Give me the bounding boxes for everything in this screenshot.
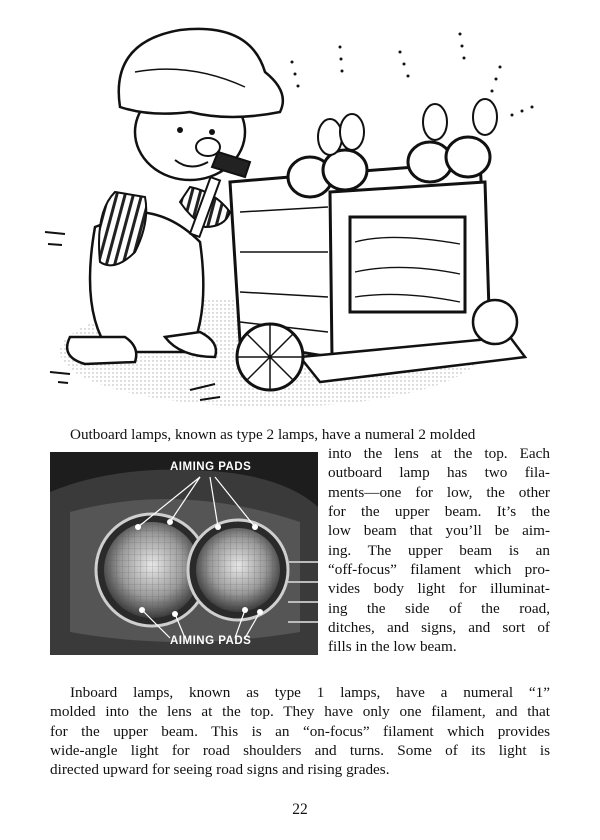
paragraph-1-line: ing the side of the road, bbox=[328, 599, 550, 617]
paragraph-1-line: fills in the low beam. bbox=[328, 638, 457, 656]
paragraph-1-line: ing. The upper beam is an bbox=[328, 541, 550, 559]
paragraph-2 bbox=[50, 683, 550, 780]
headlamp-photo bbox=[50, 452, 318, 655]
paragraph-1-line: ditches, and signs, and sort of bbox=[328, 619, 550, 637]
paragraph-2-line: for the upper beam. This is an “on-focus” filament which provides bbox=[50, 722, 550, 740]
paragraph-1-line: outboard lamp has two fila- bbox=[328, 464, 550, 482]
aiming-pads-label-bottom: AIMING PADS bbox=[170, 635, 252, 647]
paragraph-2-line: directed upward for seeing road signs and rising grades. bbox=[50, 761, 390, 779]
paragraph-1-line: into the lens at the top. Each bbox=[328, 445, 550, 462]
paragraph-2-line: wide-angle light for road shoulders and turns. Some of its light is bbox=[50, 742, 550, 760]
paragraph-2-line: Inboard lamps, known as type 1 lamps, have a numeral “1” bbox=[70, 684, 550, 701]
headlamp-photo-icon bbox=[50, 452, 318, 655]
paragraph-1-column bbox=[328, 444, 550, 657]
paragraph-1-line-1: Outboard lamps, known as type 2 lamps, have a numeral 2 molded bbox=[70, 426, 476, 443]
cartoon-boy-cart-icon bbox=[40, 12, 560, 412]
paragraph-1-line: vides body light for illuminat- bbox=[328, 580, 550, 598]
paragraph-1-line: for the upper beam. It’s the bbox=[328, 503, 550, 521]
paragraph-1-line: low beam that you’ll be aim- bbox=[328, 522, 550, 540]
paragraph-1-line: ments—one for low, the other bbox=[328, 483, 550, 501]
paragraph-2-line: molded into the lens at the top. They have only one filament, and that bbox=[50, 703, 550, 721]
aiming-pads-label-top: AIMING PADS bbox=[170, 461, 252, 473]
cartoon-illustration bbox=[40, 12, 560, 412]
page-number: 22 bbox=[292, 801, 308, 818]
paragraph-1-line: “off-focus” filament which pro- bbox=[328, 561, 550, 579]
